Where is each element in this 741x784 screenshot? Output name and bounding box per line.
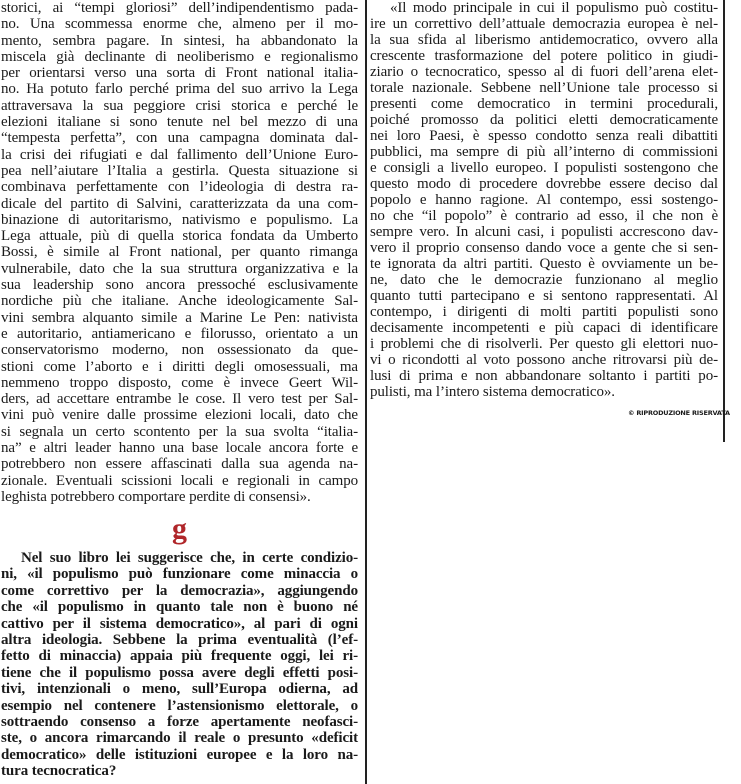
text-line: no. Una scommessa enorme che, almeno per il mo- — [1, 16, 358, 33]
text-line: ders, ad accettare entrambe le cose. Il vero test per Sal- — [1, 391, 358, 408]
text-line: tivi, intenzionali o meno, sull’Europa odierna, ad — [1, 681, 358, 698]
text-line: te ignorata da altri partiti. Questo è ovviamente un be- — [370, 256, 718, 272]
text-line: pulisti, ma l’intero sistema democratico». — [370, 384, 615, 400]
text-line: per orientarsi verso una sorta di Front national italia- — [1, 65, 358, 82]
text-line: vini sembra alquanto simile a Marine Le Pen: nativista — [1, 309, 358, 326]
text-line: cattivo per il sistema democratico», al pari di ogni — [1, 615, 358, 632]
text-line: sottraendo consenso a forze apertamente neofasci- — [1, 713, 358, 730]
text-line: e consigli a livello europeo. I populisti sostengono che — [370, 160, 718, 176]
text-line: che «il populismo in quanto tale non è buono né — [1, 599, 358, 616]
text-line: la crisi dei rifugiati e dal fallimento dell’Unione Euro- — [1, 146, 358, 163]
text-line: no. Ha potuto farlo perché prima del suo arrivo la Lega — [1, 81, 358, 98]
text-line: quanto tutti partecipano e si sentono rappresentati. Al — [370, 288, 718, 304]
text-line: contempo, i dirigenti di molti partiti populisti sono — [370, 304, 718, 320]
text-line: Nel suo libro lei suggerisce che, in certe condizio- — [21, 550, 358, 566]
copyright-notice: © RIPRODUZIONE RISERVATA — [628, 409, 730, 417]
article-column-right — [370, 0, 718, 400]
text-line: combinava perfettamente con l’ideologia di destra ra- — [1, 179, 358, 196]
text-line: la sua sfida al liberismo antidemocratico, ovvero alla — [370, 32, 718, 48]
text-line: vini può venire dalle prossime elezioni locali, dato che — [1, 407, 358, 424]
text-line: ne, dato che le democrazie funzionano al meglio — [370, 272, 718, 288]
column-divider — [365, 0, 367, 784]
text-line: potrebbero non essere affascinati dalla sua agenda na- — [1, 456, 358, 473]
text-line: tiene che il populismo possa avere degli effetti posi- — [1, 664, 358, 681]
text-line: sua leadership sono ancora pressoché esclusivamente — [1, 277, 358, 294]
text-line: ste, o ancora rimarcando il reale o presunto «deficit — [1, 730, 358, 747]
text-line: Lega attuale, più di quella storica fondata da Umberto — [1, 228, 358, 245]
text-line: nordiche più che italiane. Anche ideologicamente Sal- — [1, 293, 358, 310]
text-line: popolo e hanno ragione. Al contempo, essi sostengo- — [370, 192, 718, 208]
text-line: lusi di prima e non abbandonare soltanto i partiti po- — [370, 368, 718, 384]
text-line: leghista potrebbero comportare perdite di consensi». — [1, 488, 311, 505]
text-line: si segnala un certo scontento per la sua svolta “italia- — [1, 423, 358, 440]
text-line: esempio nel contenere l’astensionismo elettorale, o — [1, 697, 358, 714]
interview-question — [1, 550, 358, 779]
text-line: nemmeno troppo disposto, come è invece Geert Wil- — [1, 374, 358, 391]
text-line: ziario o tecnocratico, spesso al di fuori dell’arena elet- — [370, 64, 718, 80]
text-line: poiché promosso da politici eletti democraticamente — [370, 112, 718, 128]
text-line: vero il proprio consenso dando voce a gente che si sen- — [370, 240, 718, 256]
text-line: binazione di autoritarismo, nativismo e populismo. La — [1, 211, 358, 228]
text-line: zionale. Eventuali scissioni locali e regionali in campo — [1, 472, 358, 489]
text-line: crescente trasformazione del potere politico in giudi- — [370, 48, 718, 64]
text-line: mento, sembra pagare. In sintesi, ha abbandonato la — [1, 32, 358, 49]
text-line: come correttivo per la democrazia», aggiungendo — [1, 582, 358, 599]
text-line: attraversava la sua peggiore crisi storica e perché le — [1, 97, 358, 114]
text-line: pubblici, ma sempre di più all’interno di commissioni — [370, 144, 718, 160]
text-line: dicale del partito di Salvini, caratterizzata da una com- — [1, 195, 358, 212]
text-line: ni, «il populismo può funzionare come minaccia o — [1, 566, 358, 583]
text-line: torale nazionale. Sebbene nell’Unione tale processo si — [370, 80, 718, 96]
text-line: storici, ai “tempi gloriosi” dell’indipendentismo pada- — [1, 0, 358, 16]
text-line: stioni come l’aborto e i diritti degli omosessuali, ma — [1, 358, 358, 375]
text-line: na” e altri leader hanno una base locale ancora forte e — [1, 440, 358, 457]
text-line: miscela già declinante di neoliberismo e regionalismo — [1, 48, 358, 65]
text-line: vi o ricondotti al voto possono anche ritrovarsi più de- — [370, 352, 718, 368]
text-line: i problemi che di risolverli. Per questo gli elettori nuo- — [370, 336, 718, 352]
text-line: altra ideologia. Sebbene la prima eventualità (l’ef- — [1, 631, 358, 648]
text-line: decisamente incompetenti e più capaci di identificare — [370, 320, 718, 336]
text-line: elezioni italiane si sono tenute nel bel mezzo di una — [1, 114, 358, 131]
article-column-left — [1, 0, 358, 505]
text-line: vulnerabile, dato che la sua struttura organizzativa e la — [1, 260, 358, 277]
text-line: pea nell’aiutare l’Italia a gestirla. Questa situazione si — [1, 162, 358, 179]
text-line: ire un correttivo dell’attuale democrazia europea è nel- — [370, 16, 718, 32]
text-line: «Il modo principale in cui il populismo può costitu- — [390, 0, 718, 16]
text-line: Bossi, è simile al Front national, per quanto rimanga — [1, 244, 358, 261]
text-line: conservatorismo moderno, non ossessionato da que- — [1, 342, 358, 359]
text-line: democratico» delle istituzioni europee e la loro na- — [1, 746, 358, 763]
section-ornament-icon: g — [172, 512, 187, 545]
text-line: tura tecnocratica? — [1, 763, 117, 780]
text-line: fetto di minaccia) appaia più frequente oggi, lei ri- — [1, 648, 358, 665]
text-line: questo modo di procedere dovrebbe essere deciso dal — [370, 176, 718, 192]
text-line: sempre vero. In alcuni casi, i populisti accrescono dav- — [370, 224, 718, 240]
text-line: nei loro Paesi, è spesso condotto senza reali dibattiti — [370, 128, 718, 144]
text-line: e autoritario, antiamericano e filorusso, orientato a un — [1, 325, 358, 342]
right-column-border — [723, 0, 725, 442]
text-line: no che “il popolo” è contrario ad esso, il che non è — [370, 208, 718, 224]
text-line: presenti come democratico in termini procedurali, — [370, 96, 718, 112]
text-line: “tempesta perfetta”, con una campagna dominata dal- — [1, 130, 358, 147]
